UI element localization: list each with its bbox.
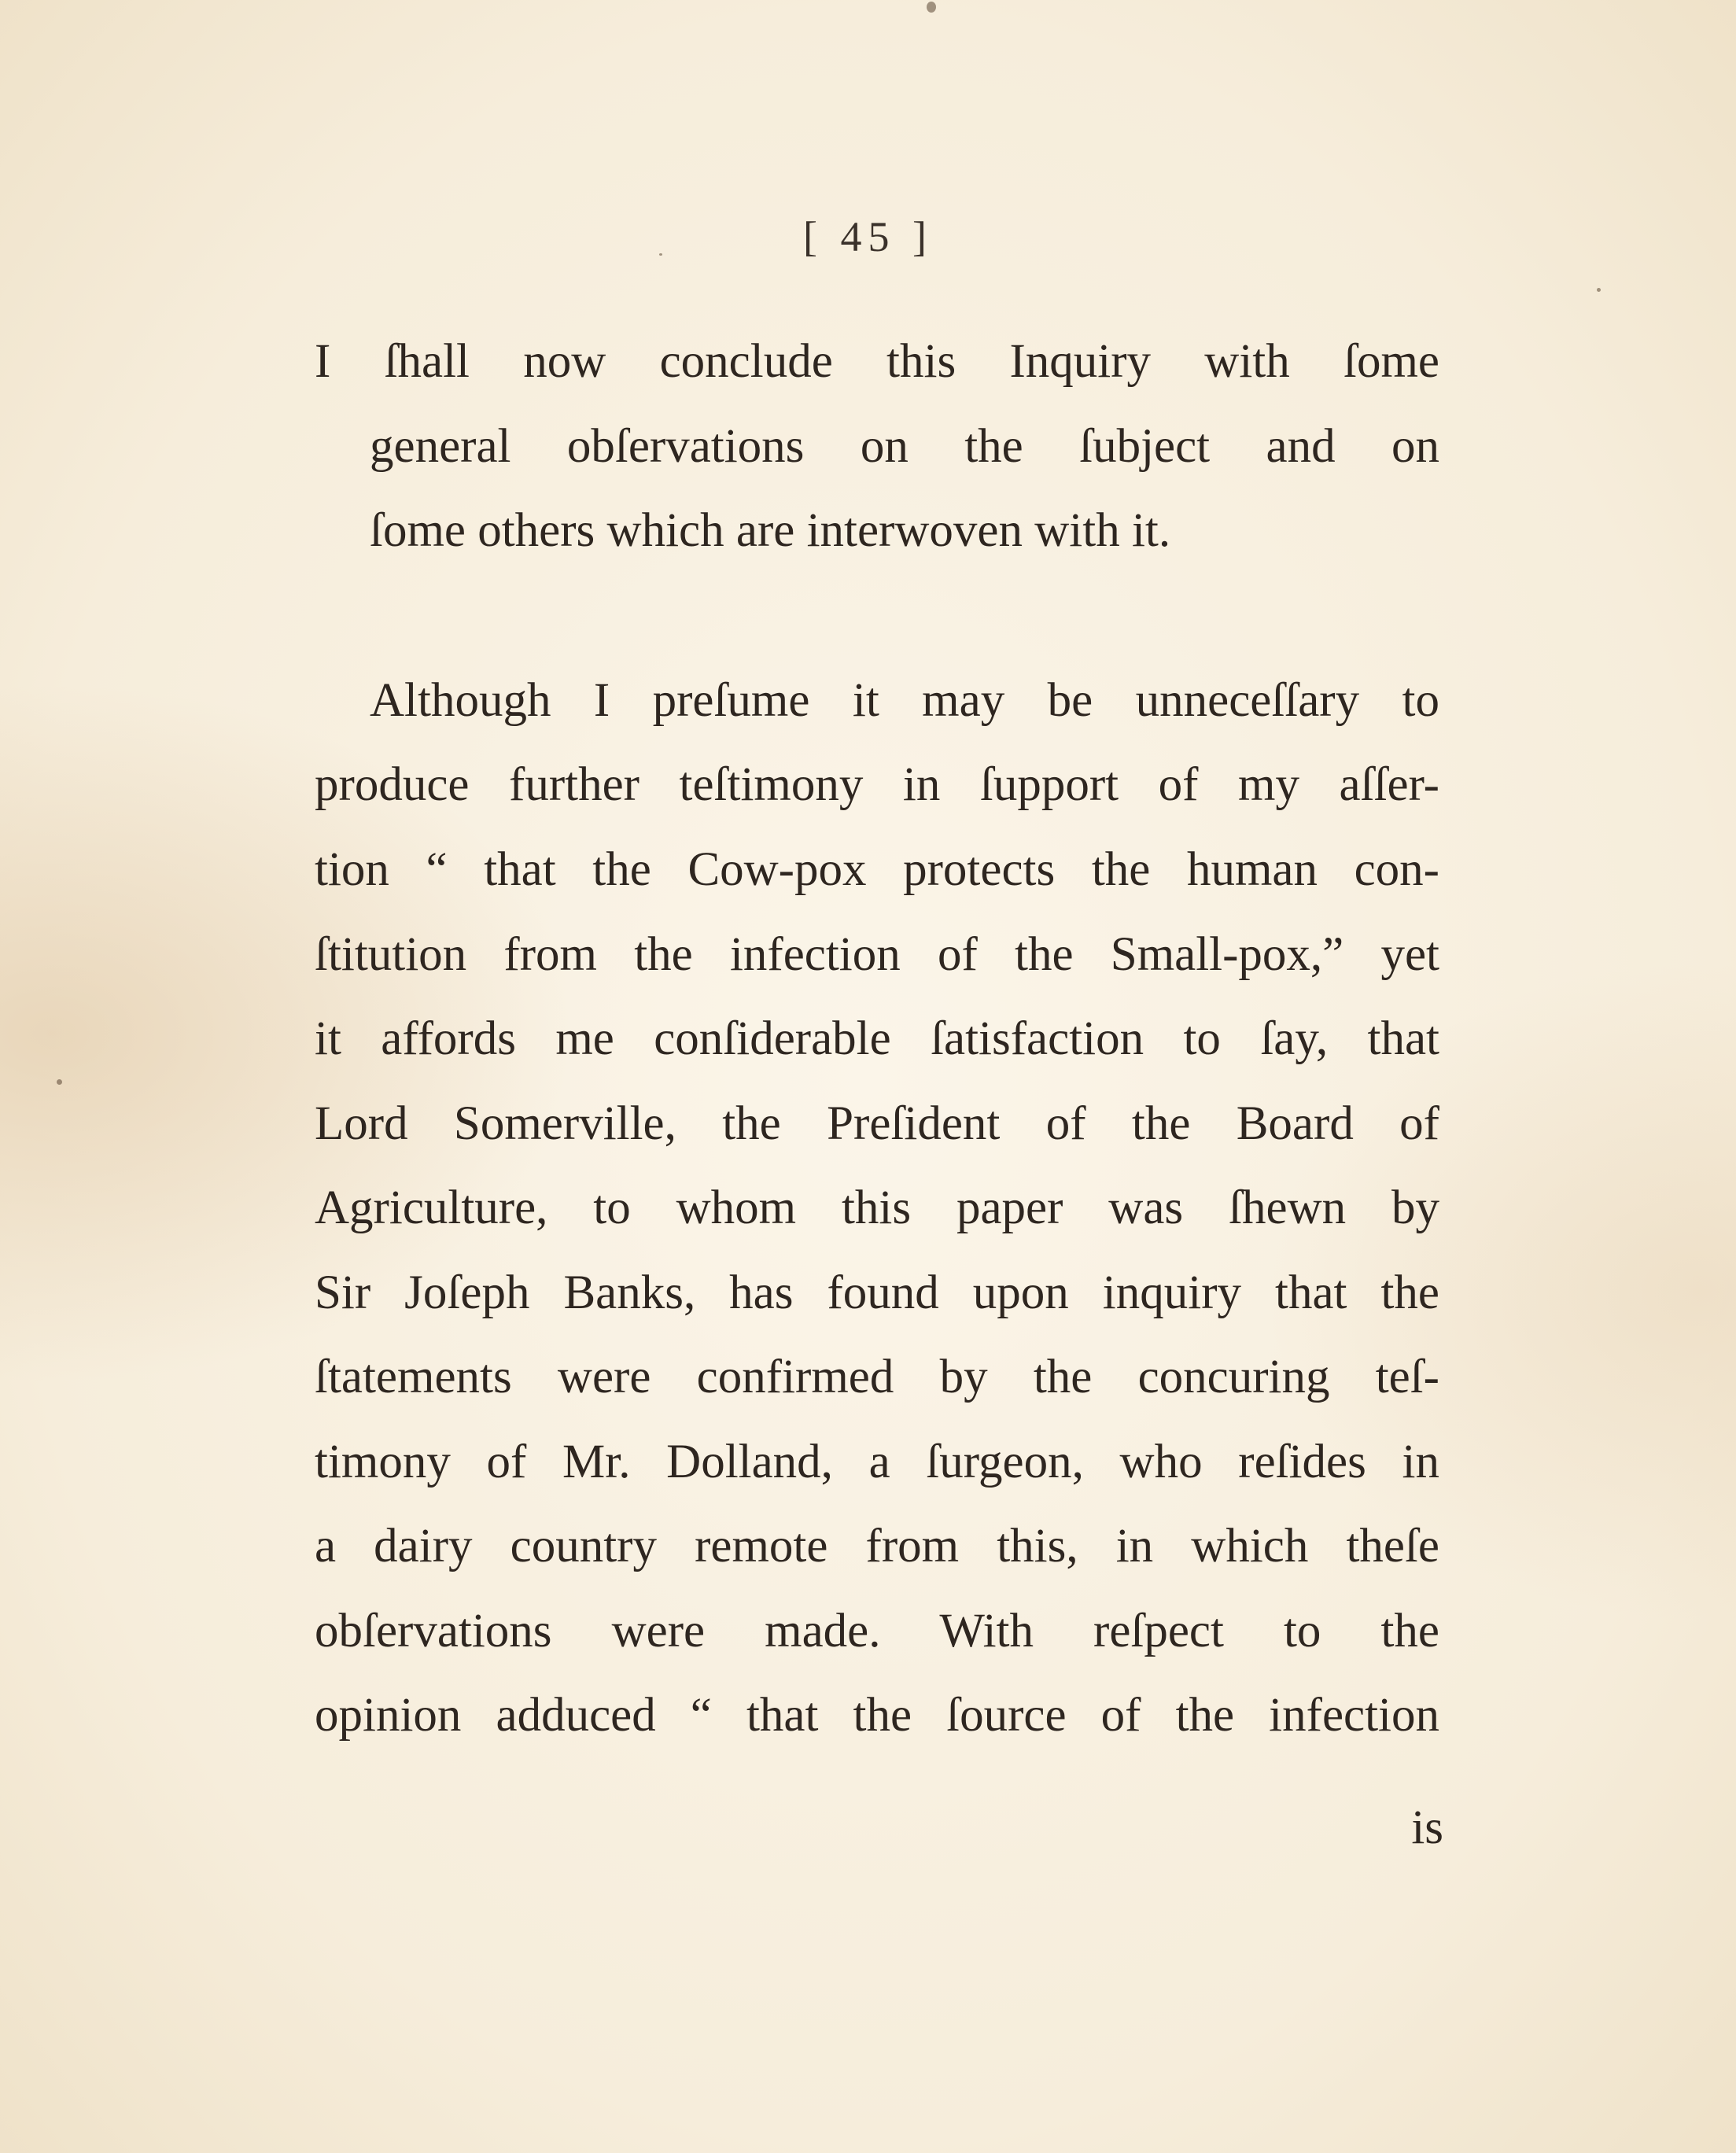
text-line: ſtatements were confirmed by the concuring teſ- <box>315 1351 1439 1403</box>
text-line: a dairy country remote from this, in which theſe <box>315 1520 1439 1572</box>
text-line: general obſervations on the ſubject and on <box>370 420 1439 473</box>
text-line: timony of Mr. Dolland, a ſurgeon, who reſides in <box>315 1436 1439 1488</box>
text-line: Although I preſume it may be unneceſſary to <box>370 674 1439 727</box>
text-line: Agriculture, to whom this paper was ſhewn by <box>315 1182 1439 1234</box>
catchword: is <box>1411 1801 1443 1854</box>
text-line: Lord Somerville, the Preſident of the Board of <box>315 1097 1439 1150</box>
text-line: obſervations were made. With reſpect to the <box>315 1605 1439 1657</box>
text-line: Sir Joſeph Banks, has found upon inquiry that the <box>315 1266 1439 1319</box>
paper-speck <box>927 2 936 13</box>
text-line: opinion adduced “ that the ſource of the infection <box>315 1689 1439 1742</box>
paper-speck <box>1597 288 1601 292</box>
text-line: ſome others which are interwoven with it. <box>370 504 1171 557</box>
paper-speck <box>57 1079 62 1085</box>
text-line: tion “ that the Cow-pox protects the human con- <box>315 843 1439 896</box>
text-line: ſtitution from the infection of the Small-pox,” yet <box>315 928 1439 981</box>
page-number: [ 45 ] <box>803 213 933 260</box>
text-line: I ſhall now conclude this Inquiry with ſome <box>315 335 1439 388</box>
text-line: it affords me conſiderable ſatisfaction to ſay, that <box>315 1012 1439 1065</box>
text-line: produce further teſtimony in ſupport of my aſſer- <box>315 758 1439 811</box>
paper-speck <box>659 253 662 256</box>
